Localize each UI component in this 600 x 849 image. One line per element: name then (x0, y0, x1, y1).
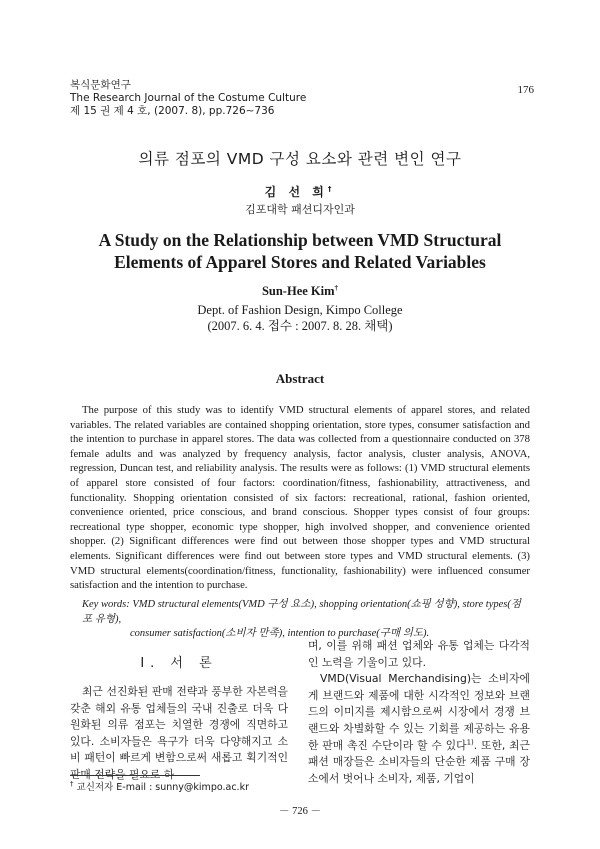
corresponding-author-mark: † (327, 185, 336, 193)
keywords (70, 598, 530, 642)
author-english (0, 284, 600, 299)
page-number-bottom: － 726 － (279, 806, 321, 817)
citation-superscript: 1) (466, 737, 474, 746)
author-english-name: Sun-Hee Kim (261, 284, 335, 298)
right-column-paragraph-2 (308, 671, 530, 787)
right-column (308, 638, 530, 787)
section-heading-introduction: I. 서 론 (140, 656, 218, 671)
title-korean: 의류 점포의 VMD 구성 요소와 관련 변인 연구 (138, 150, 462, 168)
right-column-paragraph-2b: . 또한, 최근 패션 매장들은 소비자들의 단순한 제품 구매 장소에서 벗어나 소비자, 제품, 기업이 (308, 738, 530, 785)
affiliation-korean: 김포대학 패션디자인과 (245, 203, 355, 216)
journal-header (70, 79, 306, 118)
footnote-mark: † (70, 779, 74, 788)
affiliation-english-dept: Dept. of Fashion Design, Kimpo College (197, 303, 403, 317)
author-korean (0, 183, 600, 200)
footnote-text: 교신저자 E-mail : sunny@kimpo.ac.kr (76, 782, 249, 793)
abstract-heading: Abstract (275, 371, 325, 386)
right-column-paragraph-1: 며, 이를 위해 패션 업체와 유통 업체는 다각적인 노력을 기울이고 있다. (308, 639, 530, 669)
corresponding-author-mark-en: † (334, 283, 339, 292)
footnote-divider (70, 775, 200, 776)
right-column-paragraph-2a: VMD(Visual Merchandising)는 소비자에게 브랜드와 제품에 대한 시각적인 정보와 브랜드의 이미지를 제시함으로써 시장에서 경쟁 브랜드와 차별화할 수 있는 기회를 제공하는 유용한 판매 촉진 수단이라 할 수 있다 (308, 672, 530, 752)
received-accepted-dates: (2007. 6. 4. 접수 : 2007. 8. 28. 채택) (207, 319, 393, 333)
title-english-line-2: Elements of Apparel Stores and Related Variables (114, 252, 486, 272)
left-column-text: 최근 선진화된 판매 전략과 풍부한 자본력을 갖춘 해외 유통 업체들의 국내 진출로 더욱 다원화된 의류 점포는 치열한 경쟁에 직면하고 있다. 소비자들은 욕구가 더욱 다양해지고 소비 패턴이 빠르게 변함으로써 새롭고 획기적인 판매 전략을 필요로 하 (70, 685, 288, 781)
author-korean-name: 김 선 희 (264, 185, 328, 199)
journal-name-en: The Research Journal of the Costume Culture (70, 92, 307, 104)
keywords-line-1: Key words: VMD structural elements(VMD 구성 요소), shopping orientation(쇼핑 성향), store types(점포 유형), (82, 599, 521, 625)
keywords-line-2: consumer satisfaction(소비자 만족), intention to purchase(구매 의도). (130, 628, 430, 639)
journal-name-ko: 복식문화연구 (70, 79, 131, 91)
footnote (70, 779, 249, 793)
title-english (0, 229, 600, 273)
journal-volume-info: 제 15 권 제 4 호, (2007. 8), pp.726∼736 (70, 105, 275, 117)
abstract-body: The purpose of this study was to identify VMD structural elements of apparel stores, and related variables. The related variables are contained shopping orientation, store types, consumer satisfaction and the intention to purchase in apparel stores. The data was collected from a questionnaire conducted on 378 female adults and was analyzed by frequency analysis, factor analysis, cluster analysis, ANOVA, regression, Duncan test, and reliability analysis. The results were as follows: (1) VMD structural elements of apparel store consisted of four factors: coordination/fitness, fashionability, attractiveness, and functionality. Shopping orientation consisted of six factors: recreational, rational, fashion oriented, convenience oriented, price conscious, and brand conscious. Shopper types consist of four groups: recreational type shopper, economic type shopper, high involved shopper, and convenience oriented shopper. (2) Significant differences were find out between those shopper types and VMD structural elements. Significant differences were find out between store types and VMD structural elements. (3) VMD structural elements(coordination/fitness, functionality, fashionability) were influenced consumer satisfaction and the intention to purchase. (70, 404, 530, 592)
title-english-line-1: A Study on the Relationship between VMD Structural (98, 230, 502, 250)
affiliation-english (0, 302, 600, 334)
page-number-top: 176 (517, 84, 534, 96)
